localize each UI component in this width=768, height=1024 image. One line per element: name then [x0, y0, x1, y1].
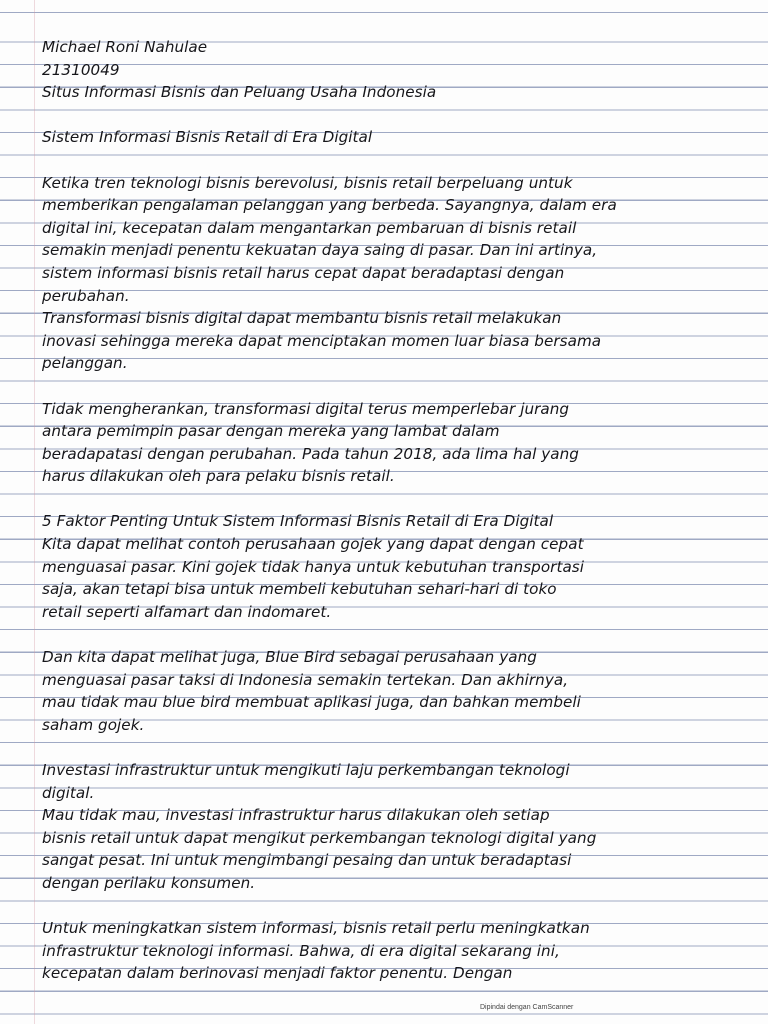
blank-line	[42, 623, 742, 646]
author-name: Michael Roni Nahulae	[42, 38, 208, 56]
paragraph-line: menguasai pasar. Kini gojek tidak hanya untuk kebutuhan transportasi	[42, 557, 585, 576]
blank-line	[42, 149, 742, 172]
paragraph-line: mau tidak mau blue bird membuat aplikasi juga, dan bahkan membeli	[42, 693, 581, 712]
paragraph-line: Untuk meningkatkan sistem informasi, bisnis retail perlu meningkatkan	[42, 919, 590, 938]
blank-line	[42, 736, 742, 759]
paragraph-line: Transformasi bisnis digital dapat membantu bisnis retail melakukan	[42, 309, 562, 328]
blank-line	[42, 375, 742, 398]
blank-line	[42, 488, 742, 511]
paragraph-line: Mau tidak mau, investasi infrastruktur harus dilakukan oleh setiap	[42, 806, 550, 825]
paragraph-line: semakin menjadi penentu kekuatan daya saing di pasar. Dan ini artinya,	[42, 241, 598, 260]
article-title: Sistem Informasi Bisnis Retail di Era Digital	[42, 128, 373, 147]
paragraph-line: Ketika tren teknologi bisnis berevolusi, bisnis retail berpeluang untuk	[42, 173, 573, 192]
paragraph-line: dengan perilaku konsumen.	[42, 873, 256, 892]
section-heading: Investasi infrastruktur untuk mengikuti laju perkembangan teknologi	[42, 761, 570, 779]
source-title: Situs Informasi Bisnis dan Peluang Usaha Indonesia	[42, 83, 437, 102]
paragraph-line: inovasi sehingga mereka dapat menciptakan momen luar biasa bersama	[42, 331, 602, 350]
paragraph-line: Kita dapat melihat contoh perusahaan gojek yang dapat dengan cepat	[42, 535, 584, 554]
paragraph-line: Dan kita dapat melihat juga, Blue Bird sebagai perusahaan yang	[42, 648, 537, 667]
paragraph-line: menguasai pasar taksi di Indonesia semakin tertekan. Dan akhirnya,	[42, 670, 569, 689]
paragraph-line: sistem informasi bisnis retail harus cepat dapat beradaptasi dengan	[42, 263, 565, 282]
handwritten-sheet	[42, 36, 742, 985]
scanner-watermark: Dipindai dengan CamScanner	[480, 1004, 574, 1011]
author-id: 21310049	[42, 60, 120, 79]
paragraph-line: saja, akan tetapi bisa untuk membeli kebutuhan sehari-hari di toko	[42, 580, 557, 599]
paragraph-line: pelanggan.	[42, 354, 128, 373]
paragraph-line: harus dilakukan oleh para pelaku bisnis retail.	[42, 467, 395, 486]
paragraph-line: bisnis retail untuk dapat mengikut perkembangan teknologi digital yang	[42, 828, 597, 847]
paragraph-line: sangat pesat. Ini untuk mengimbangi pesaing dan untuk beradaptasi	[42, 851, 572, 870]
blank-line	[42, 895, 742, 918]
paragraph-line: digital ini, kecepatan dalam mengantarkan pembaruan di bisnis retail	[42, 218, 577, 237]
paragraph-line: Tidak mengherankan, transformasi digital terus memperlebar jurang	[42, 399, 570, 418]
paragraph-line: infrastruktur teknologi informasi. Bahwa, di era digital sekarang ini,	[42, 941, 560, 960]
paragraph-line: kecepatan dalam berinovasi menjadi faktor penentu. Dengan	[42, 964, 513, 983]
paragraph-line: digital.	[42, 783, 95, 802]
section-heading: 5 Faktor Penting Untuk Sistem Informasi Bisnis Retail di Era Digital	[42, 512, 554, 531]
paragraph-line: beradapatasi dengan perubahan. Pada tahun 2018, ada lima hal yang	[42, 444, 579, 463]
paragraph-line: retail seperti alfamart dan indomaret.	[42, 602, 332, 621]
paragraph-line: antara pemimpin pasar dengan mereka yang lambat dalam	[42, 422, 500, 441]
paragraph-line: saham gojek.	[42, 715, 145, 734]
paragraph-line: memberikan pengalaman pelanggan yang berbeda. Sayangnya, dalam era	[42, 196, 617, 215]
paper-margin-line	[34, 0, 35, 1024]
blank-line	[42, 104, 742, 127]
paragraph-line: perubahan.	[42, 286, 130, 305]
